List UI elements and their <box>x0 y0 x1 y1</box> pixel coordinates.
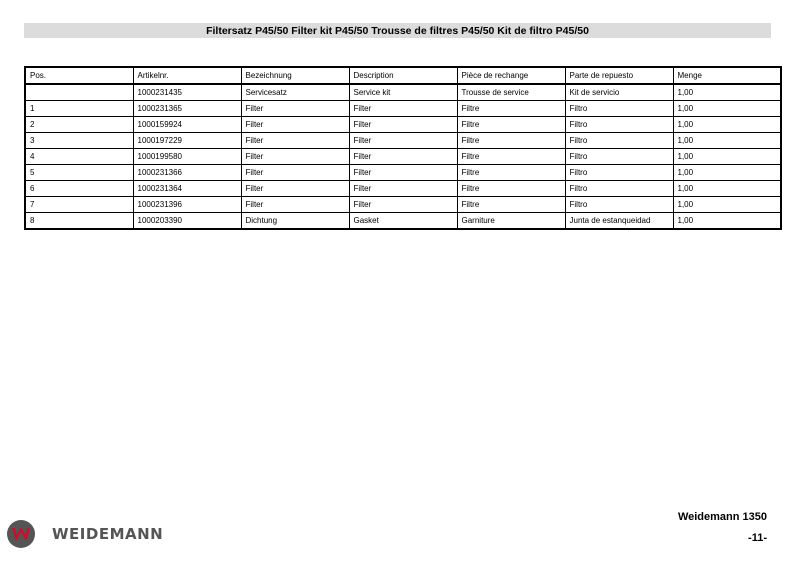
cell-menge: 1,00 <box>673 101 781 117</box>
cell-parte-de-repuesto: Filtro <box>565 181 673 197</box>
column-header-article-number: Artikelnr. <box>133 67 241 84</box>
cell-parte-de-repuesto: Filtro <box>565 149 673 165</box>
cell-menge: 1,00 <box>673 84 781 101</box>
cell-menge: 1,00 <box>673 117 781 133</box>
cell-parte-de-repuesto: Filtro <box>565 197 673 213</box>
cell-parte-de-repuesto: Junta de estanqueidad <box>565 213 673 230</box>
cell-menge: 1,00 <box>673 149 781 165</box>
cell-piece-de-rechange: Garniture <box>457 213 565 230</box>
parts-table <box>24 66 782 230</box>
column-header-description: Description <box>349 67 457 84</box>
table-row <box>25 84 781 101</box>
table-row <box>25 117 781 133</box>
cell-piece-de-rechange: Trousse de service <box>457 84 565 101</box>
table-row <box>25 181 781 197</box>
cell-menge: 1,00 <box>673 133 781 149</box>
cell-bezeichnung: Filter <box>241 165 349 181</box>
cell-parte-de-repuesto: Filtro <box>565 117 673 133</box>
table-row <box>25 213 781 230</box>
cell-bezeichnung: Filter <box>241 181 349 197</box>
cell-bezeichnung: Filter <box>241 101 349 117</box>
cell-description: Service kit <box>349 84 457 101</box>
weidemann-logo-icon <box>6 519 36 549</box>
cell-parte-de-repuesto: Filtro <box>565 165 673 181</box>
cell-menge: 1,00 <box>673 213 781 230</box>
cell-menge: 1,00 <box>673 197 781 213</box>
model-name: Weidemann 1350 <box>677 511 767 523</box>
table-row <box>25 197 781 213</box>
title-bar <box>24 23 771 38</box>
cell-description: Filter <box>349 133 457 149</box>
parts-table-body <box>25 84 781 229</box>
cell-pos: 8 <box>25 213 133 230</box>
cell-description: Filter <box>349 101 457 117</box>
cell-pos: 5 <box>25 165 133 181</box>
cell-description: Filter <box>349 181 457 197</box>
cell-parte-de-repuesto: Filtro <box>565 133 673 149</box>
cell-piece-de-rechange: Filtre <box>457 181 565 197</box>
cell-article-number: 1000231366 <box>133 165 241 181</box>
page-number: -11- <box>748 532 767 544</box>
cell-menge: 1,00 <box>673 165 781 181</box>
page-title: Filtersatz P45/50 Filter kit P45/50 Trousse de filtres P45/50 Kit de filtro P45/50 <box>206 24 589 37</box>
column-header-menge: Menge <box>673 67 781 84</box>
brand-name: WEIDEMANN <box>52 525 164 543</box>
cell-description: Gasket <box>349 213 457 230</box>
column-header-bezeichnung: Bezeichnung <box>241 67 349 84</box>
cell-pos <box>25 84 133 101</box>
table-row <box>25 149 781 165</box>
cell-bezeichnung: Filter <box>241 117 349 133</box>
cell-piece-de-rechange: Filtre <box>457 165 565 181</box>
column-header-pos: Pos. <box>25 67 133 84</box>
cell-piece-de-rechange: Filtre <box>457 117 565 133</box>
cell-pos: 2 <box>25 117 133 133</box>
cell-article-number: 1000231364 <box>133 181 241 197</box>
cell-piece-de-rechange: Filtre <box>457 197 565 213</box>
column-header-parte-de-repuesto: Parte de repuesto <box>565 67 673 84</box>
cell-article-number: 1000203390 <box>133 213 241 230</box>
cell-piece-de-rechange: Filtre <box>457 133 565 149</box>
cell-pos: 6 <box>25 181 133 197</box>
table-row <box>25 101 781 117</box>
cell-article-number: 1000199580 <box>133 149 241 165</box>
cell-parte-de-repuesto: Filtro <box>565 101 673 117</box>
cell-description: Filter <box>349 117 457 133</box>
cell-article-number: 1000197229 <box>133 133 241 149</box>
cell-article-number: 1000231396 <box>133 197 241 213</box>
table-row <box>25 165 781 181</box>
cell-description: Filter <box>349 165 457 181</box>
cell-pos: 1 <box>25 101 133 117</box>
cell-pos: 7 <box>25 197 133 213</box>
cell-bezeichnung: Filter <box>241 197 349 213</box>
cell-bezeichnung: Servicesatz <box>241 84 349 101</box>
cell-pos: 4 <box>25 149 133 165</box>
cell-menge: 1,00 <box>673 181 781 197</box>
cell-bezeichnung: Filter <box>241 133 349 149</box>
cell-bezeichnung: Dichtung <box>241 213 349 230</box>
cell-parte-de-repuesto: Kit de servicio <box>565 84 673 101</box>
cell-pos: 3 <box>25 133 133 149</box>
cell-article-number: 1000231435 <box>133 84 241 101</box>
table-header-row <box>25 67 781 84</box>
weidemann-logo <box>6 519 163 549</box>
cell-article-number: 1000159924 <box>133 117 241 133</box>
cell-article-number: 1000231365 <box>133 101 241 117</box>
cell-description: Filter <box>349 149 457 165</box>
cell-bezeichnung: Filter <box>241 149 349 165</box>
cell-piece-de-rechange: Filtre <box>457 101 565 117</box>
cell-piece-de-rechange: Filtre <box>457 149 565 165</box>
cell-description: Filter <box>349 197 457 213</box>
column-header-piece-de-rechange: Pièce de rechange <box>457 67 565 84</box>
table-row <box>25 133 781 149</box>
